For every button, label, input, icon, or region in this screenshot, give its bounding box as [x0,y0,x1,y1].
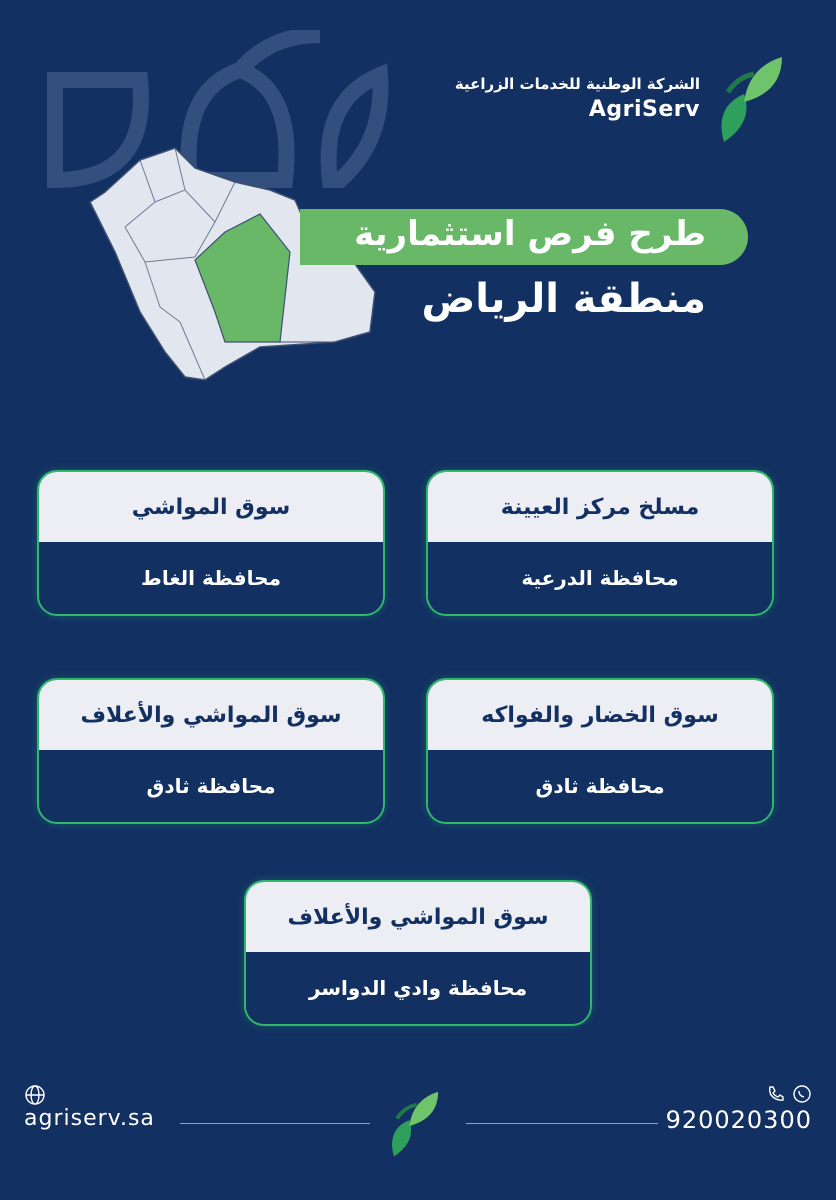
page-title: طرح فرص استثمارية [354,214,706,254]
leaf-logo-icon [714,52,784,144]
whatsapp-icon [792,1084,812,1104]
globe-icon [24,1084,46,1106]
card-location: محافظة الغاط [39,542,383,614]
contact-icons [766,1084,812,1104]
opportunity-card[interactable] [39,472,383,614]
card-location: محافظة ثادق [428,750,772,822]
opportunity-card[interactable] [428,472,772,614]
card-title: سوق المواشي والأعلاف [39,680,383,750]
card-title: سوق الخضار والفواكه [428,680,772,750]
footer-divider-right [466,1123,658,1124]
opportunity-card[interactable] [39,680,383,822]
phone-icon [766,1084,786,1104]
card-title: سوق المواشي والأعلاف [246,882,590,952]
website-link[interactable]: agriserv.sa [24,1106,155,1131]
card-location: محافظة ثادق [39,750,383,822]
footer-divider-left [180,1123,370,1124]
card-title: مسلخ مركز العيينة [428,472,772,542]
saudi-arabia-map [85,142,395,392]
card-location: محافظة الدرعية [428,542,772,614]
opportunity-card[interactable] [428,680,772,822]
brand-name-english: AgriServ [588,96,700,122]
phone-number[interactable]: 920020300 [665,1106,812,1134]
brand-name-arabic: الشركة الوطنية للخدمات الزراعية [454,74,700,93]
card-location: محافظة وادي الدواسر [246,952,590,1024]
opportunity-card[interactable] [246,882,590,1024]
region-title: منطقة الرياض [421,276,706,322]
card-title: سوق المواشي [39,472,383,542]
leaf-logo-icon [380,1088,446,1158]
brand-logo [455,52,784,144]
